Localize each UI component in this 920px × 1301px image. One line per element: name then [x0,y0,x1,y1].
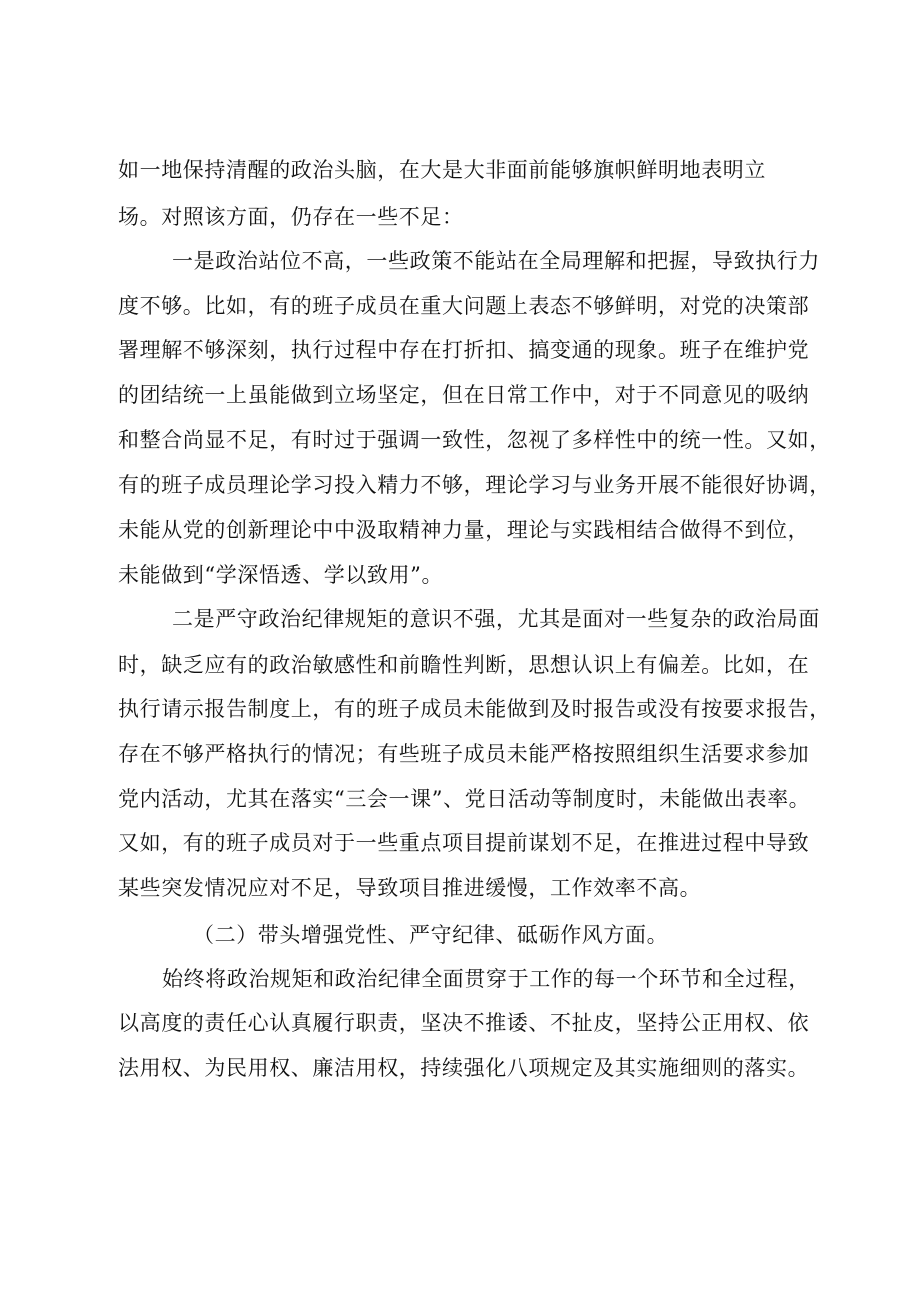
text-line: 存在不够严格执行的情况；有些班子成员未能严格按照组织生活要求参加 [118,742,810,766]
text-line: 二是严守政治纪律规矩的意识不强，尤其是面对一些复杂的政治局面 [172,607,820,631]
section-heading: （二）带头增强党性、严守纪律、砥砺作风方面。 [193,923,669,947]
text-line: 未能从党的创新理论中中汲取精神力量，理论与实践相结合做得不到位， [118,518,810,542]
text-line: 党内活动，尤其在落实“三会一课”、党日活动等制度时，未能做出表率。 [118,787,811,811]
text-line: 以高度的责任心认真履行职责，坚决不推诿、不扯皮，坚持公正用权、依 [118,1011,810,1035]
text-line: 时，缺乏应有的政治敏感性和前瞻性判断，思想认识上有偏差。比如，在 [118,653,810,677]
text-line: 如一地保持清醒的政治头脑，在大是大非面前能够旗帜鲜明地表明立 [118,158,766,182]
text-line: 又如，有的班子成员对于一些重点项目提前谋划不足，在推进过程中导致 [118,831,810,855]
text-line: 执行请示报告制度上，有的班子成员未能做到及时报告或没有按要求报告， [118,697,831,721]
text-line: 一是政治站位不高，一些政策不能站在全局理解和把握，导致执行力 [172,249,820,273]
text-line: 场。对照该方面，仍存在一些不足： [118,205,464,229]
text-line: 的团结统一上虽能做到立场坚定，但在日常工作中，对于不同意见的吸纳 [118,383,810,407]
text-line: 始终将政治规矩和政治纪律全面贯穿于工作的每一个环节和全过程， [162,967,810,991]
text-line: 某些突发情况应对不足，导致项目推进缓慢，工作效率不高。 [118,876,702,900]
text-line: 署理解不够深刻，执行过程中存在打折扣、搞变通的现象。班子在维护党 [118,338,810,362]
text-line: 未能做到“学深悟透、学以致用”。 [118,563,444,587]
text-line: 和整合尚显不足，有时过于强调一致性，忽视了多样性中的统一性。又如， [118,428,831,452]
text-line: 有的班子成员理论学习投入精力不够，理论学习与业务开展不能很好协调， [118,473,831,497]
text-line: 法用权、为民用权、廉洁用权，持续强化八项规定及其实施细则的落实。 [118,1056,810,1080]
text-line: 度不够。比如，有的班子成员在重大问题上表态不够鲜明，对党的决策部 [118,294,810,318]
